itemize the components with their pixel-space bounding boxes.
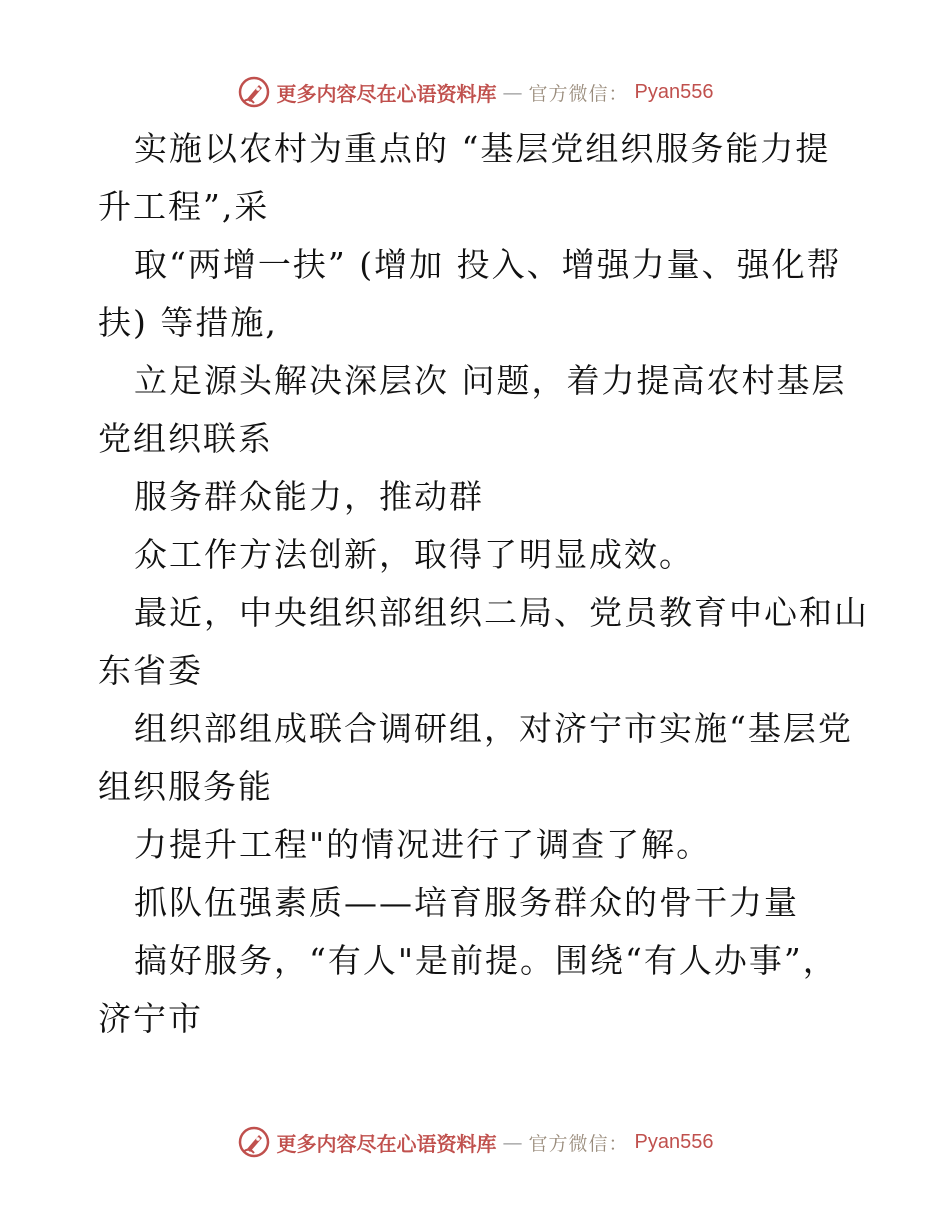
pen-nib-logo-icon — [237, 1125, 271, 1159]
text-line: 党组织联系 — [98, 419, 273, 458]
header-banner[interactable] — [0, 72, 950, 112]
text-line: 济宁市 — [98, 999, 203, 1038]
text-line: 扶) 等措施, — [98, 303, 278, 342]
banner-wechat-id: Pyan556 — [634, 80, 714, 103]
text-line: 力提升工程"的情况进行了调查了解。 — [134, 825, 712, 864]
text-line: 实施以农村为重点的 “基层党组织服务能力提 — [134, 129, 831, 168]
article-body — [98, 120, 869, 1048]
text-line: 立足源头解决深层次 问题，着力提高农村基层 — [134, 361, 847, 400]
text-line: 取“两增一扶” (增加 投入、增强力量、强化帮 — [134, 245, 842, 284]
banner-separator: — — [502, 80, 523, 104]
banner-title: 更多内容尽在心语资料库 — [276, 81, 497, 106]
text-line: 升工程”,采 — [98, 187, 270, 226]
text-line: 东省委 — [98, 651, 203, 690]
banner-wechat-label: 官方微信： — [528, 1132, 629, 1155]
banner-wechat-label: 官方微信： — [528, 82, 629, 105]
banner-title: 更多内容尽在心语资料库 — [276, 1131, 497, 1156]
footer-banner[interactable] — [0, 1122, 950, 1162]
text-line: 服务群众能力，推动群 — [134, 477, 484, 516]
banner-wechat-id: Pyan556 — [634, 1130, 714, 1153]
text-line: 抓队伍强素质——培育服务群众的骨干力量 — [134, 883, 799, 922]
text-line: 众工作方法创新，取得了明显成效。 — [134, 535, 694, 574]
banner-separator: — — [502, 1130, 523, 1154]
pen-nib-logo-icon — [237, 75, 271, 109]
text-line: 组织服务能 — [98, 767, 273, 806]
text-line: 组织部组成联合调研组，对济宁市实施“基层党 — [134, 709, 853, 748]
text-line: 最近，中央组织部组织二局、党员教育中心和山 — [134, 593, 869, 632]
text-line: 搞好服务，“有人"是前提。围绕“有人办事”， — [134, 941, 838, 980]
